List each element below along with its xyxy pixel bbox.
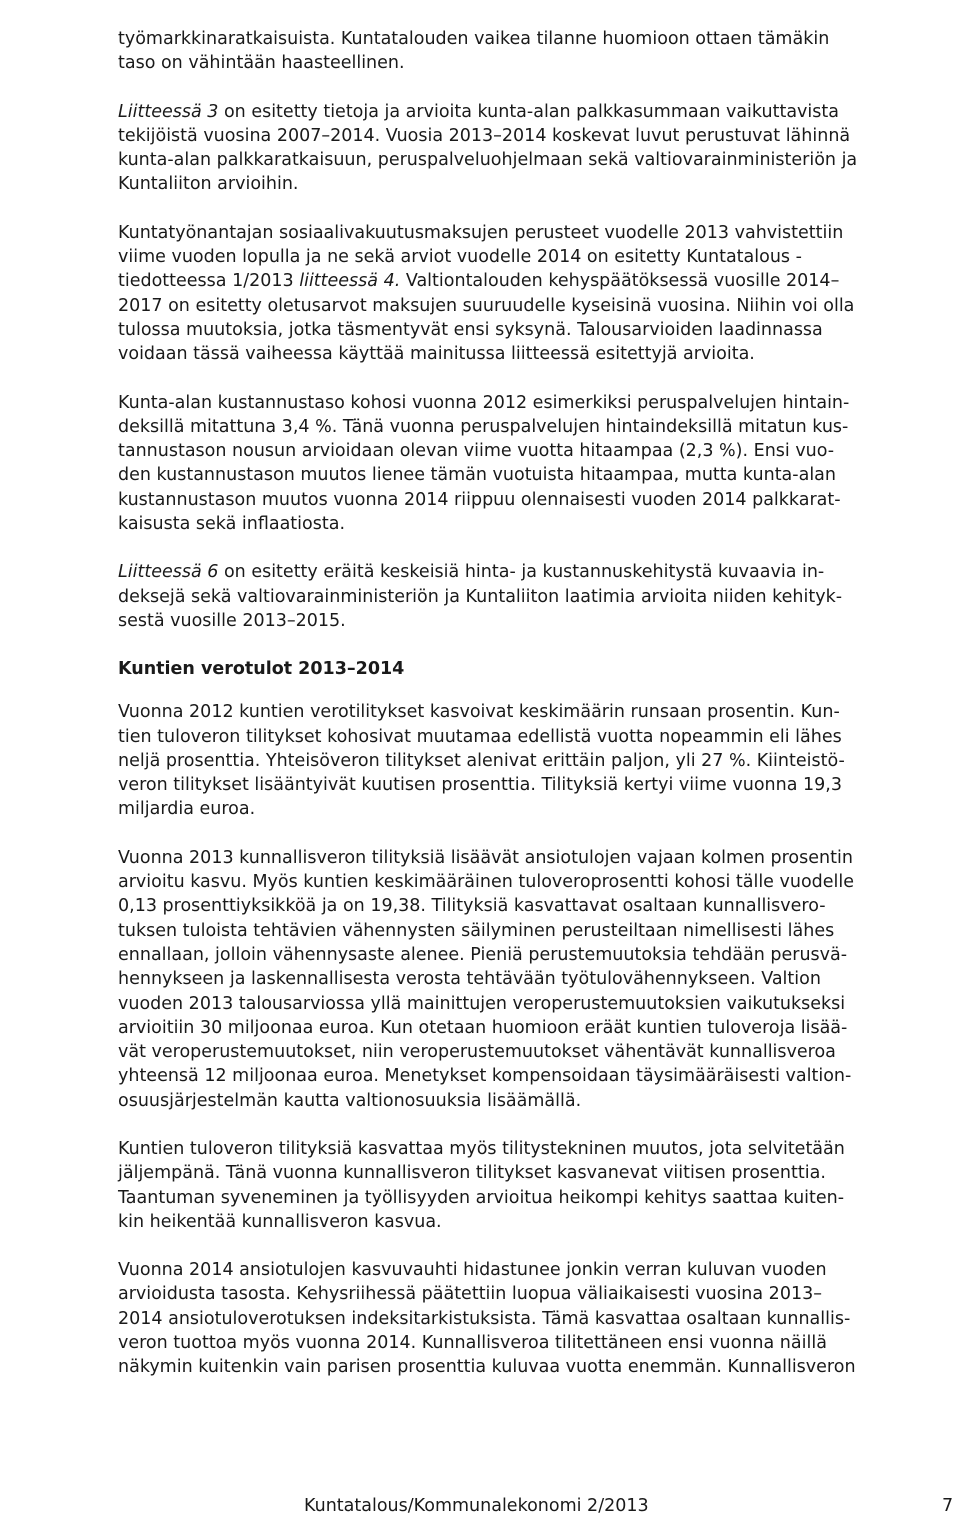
text-line: miljardia euroa. bbox=[118, 799, 256, 820]
document-page bbox=[118, 27, 956, 1404]
text-line: taso on vähintään haasteellinen. bbox=[118, 53, 405, 74]
appendix-reference: Liitteessä 3 bbox=[118, 101, 219, 122]
text-line: tekijöistä vuosina 2007–2014. Vuosia 2013–2014 koskevat luvut perustuvat lähinnä bbox=[118, 125, 851, 146]
paragraph bbox=[118, 1258, 956, 1379]
paragraph bbox=[118, 700, 956, 821]
text-line: veron tuottoa myös vuonna 2014. Kunnallisveroa tilitettäneen ensi vuonna näillä bbox=[118, 1333, 827, 1354]
text-line: arvioitu kasvu. Myös kuntien keskimääräinen tuloveroprosentti kohosi tälle vuodelle bbox=[118, 872, 855, 893]
journal-title: Kuntatalous/Kommunalekonomi 2/2013 bbox=[304, 1496, 649, 1516]
text-line: tulossa muutoksia, jotka täsmentyvät ensi syksynä. Talousarvioiden laadinnassa bbox=[118, 319, 823, 340]
text-line: yhteensä 12 miljoonaa euroa. Menetykset kompensoidaan täysimääräisesti valtion- bbox=[118, 1066, 852, 1087]
text-line: viime vuoden lopulla ja ne sekä arviot vuodelle 2014 on esitetty Kuntatalous - bbox=[118, 247, 802, 268]
paragraph bbox=[118, 100, 956, 197]
paragraph bbox=[118, 221, 956, 367]
text-line: veron tilitykset lisääntyivät kuutisen prosenttia. Tilityksiä kertyi viime vuonna 19,3 bbox=[118, 775, 842, 796]
paragraph bbox=[118, 846, 956, 1113]
text-line: deksejä sekä valtiovarainministeriön ja Kuntaliiton laatimia arvioita niiden kehityk- bbox=[118, 586, 843, 607]
text-fragment: on esitetty tietoja ja arvioita kunta-alan palkkasummaan vaikuttavista bbox=[218, 101, 839, 122]
text-line bbox=[118, 269, 956, 293]
text-line: 0,13 prosenttiyksikköä ja on 19,38. Tilityksiä kasvattavat osaltaan kunnallisvero- bbox=[118, 896, 826, 917]
text-line: den kustannustason muutos lienee tämän vuotuista hitaampaa, mutta kunta-alan bbox=[118, 465, 836, 486]
text-line: tannustason nousun arvioidaan olevan viime vuotta hitaampaa (2,3 %). Ensi vuo- bbox=[118, 441, 835, 462]
text-line: jäljempänä. Tänä vuonna kunnallisveron tilitykset kasvanevat viitisen prosenttia. bbox=[118, 1163, 826, 1184]
appendix-reference: liitteessä 4. bbox=[299, 271, 401, 292]
text-line: tien tuloveron tilitykset kohosivat muutamaa edellistä vuotta nopeammin eli lähes bbox=[118, 726, 842, 747]
text-line: sestä vuosille 2013–2015. bbox=[118, 610, 346, 631]
text-line: 2017 on esitetty oletusarvot maksujen suuruudelle kyseisinä vuosina. Niihin voi olla bbox=[118, 295, 855, 316]
paragraph bbox=[118, 1137, 956, 1234]
text-line: Vuonna 2014 ansiotulojen kasvuvauhti hidastunee jonkin verran kuluvan vuoden bbox=[118, 1260, 827, 1281]
text-line: Vuonna 2012 kuntien verotilitykset kasvoivat keskimäärin runsaan prosentin. Kun- bbox=[118, 702, 840, 723]
text-line: arvioidusta tasosta. Kehysriihessä päätettiin luopua väliaikaisesti vuosina 2013– bbox=[118, 1284, 822, 1305]
text-line: arvioitiin 30 miljoonaa euroa. Kun otetaan huomioon eräät kuntien tuloveroja lisää- bbox=[118, 1017, 848, 1038]
paragraph bbox=[118, 27, 956, 76]
text-line: Kuntaliiton arvioihin. bbox=[118, 174, 299, 195]
text-line bbox=[118, 560, 956, 584]
text-line: tuksen tuloista tehtävien vähennysten säilyminen perusteiltaan nimellisesti lähes bbox=[118, 920, 835, 941]
text-line: kunta-alan palkkaratkaisuun, peruspalveluohjelmaan sekä valtiovarainministeriön ja bbox=[118, 150, 858, 171]
text-line: 2014 ansiotuloverotuksen indeksitarkistuksista. Tämä kasvattaa osaltaan kunnallis- bbox=[118, 1308, 851, 1329]
text-line: kustannustason muutos vuonna 2014 riippuu olennaisesti vuoden 2014 palkkarat- bbox=[118, 489, 841, 510]
section-heading: Kuntien verotulot 2013–2014 bbox=[118, 659, 405, 680]
appendix-reference: Liitteessä 6 bbox=[118, 562, 219, 583]
text-fragment: on esitetty eräitä keskeisiä hinta- ja kustannuskehitystä kuvaavia in- bbox=[218, 562, 825, 583]
page-number: 7 bbox=[942, 1496, 954, 1516]
text-fragment: Valtiontalouden kehyspäätöksessä vuosille 2014– bbox=[400, 271, 840, 292]
text-line: voidaan tässä vaiheessa käyttää mainitussa liitteessä esitettyjä arvioita. bbox=[118, 344, 755, 365]
paragraph bbox=[118, 560, 956, 633]
text-line: osuusjärjestelmän kautta valtionosuuksia lisäämällä. bbox=[118, 1090, 582, 1111]
text-line: deksillä mitattuna 3,4 %. Tänä vuonna peruspalvelujen hintaindeksillä mitatun kus- bbox=[118, 416, 849, 437]
text-line: Kuntien tuloveron tilityksiä kasvattaa myös tilitystekninen muutos, jota selvitetään bbox=[118, 1138, 845, 1159]
text-line: vuoden 2013 talousarviossa yllä mainittujen veroperustemuutoksien vaikutukseksi bbox=[118, 993, 846, 1014]
text-line: kin heikentää kunnallisveron kasvua. bbox=[118, 1211, 442, 1232]
text-line: työmarkkinaratkaisuista. Kuntatalouden vaikea tilanne huomioon ottaen tämäkin bbox=[118, 29, 830, 49]
text-line: ennallaan, jolloin vähennysaste alenee. Pieniä perustemuutoksia tehdään perusvä- bbox=[118, 944, 848, 965]
text-line: Kuntatyönantajan sosiaalivakuutusmaksujen perusteet vuodelle 2013 vahvistettiin bbox=[118, 222, 844, 243]
text-line: kaisusta sekä inflaatiosta. bbox=[118, 514, 346, 535]
text-line: neljä prosenttia. Yhteisöveron tilitykset alenivat erittäin paljon, yli 27 %. Kiinteistö- bbox=[118, 750, 845, 771]
text-line: Kunta-alan kustannustaso kohosi vuonna 2012 esimerkiksi peruspalvelujen hintain- bbox=[118, 392, 850, 413]
page-footer bbox=[0, 1494, 960, 1518]
text-line bbox=[118, 100, 956, 124]
text-line: vät veroperustemuutokset, niin veroperustemuutokset vähentävät kunnallisveroa bbox=[118, 1042, 836, 1063]
paragraph bbox=[118, 391, 956, 537]
text-line: hennykseen ja laskennallisesta verosta tehtävään työtulovähennykseen. Valtion bbox=[118, 969, 821, 990]
text-line: näkymin kuitenkin vain parisen prosenttia kuluvaa vuotta enemmän. Kunnallisveron bbox=[118, 1357, 856, 1378]
text-line: Vuonna 2013 kunnallisveron tilityksiä lisäävät ansiotulojen vajaan kolmen prosentin bbox=[118, 847, 853, 868]
text-line: Taantuman syveneminen ja työllisyyden arvioitua heikompi kehitys saattaa kuiten- bbox=[118, 1187, 845, 1208]
text-fragment: tiedotteessa 1/2013 bbox=[118, 271, 300, 292]
